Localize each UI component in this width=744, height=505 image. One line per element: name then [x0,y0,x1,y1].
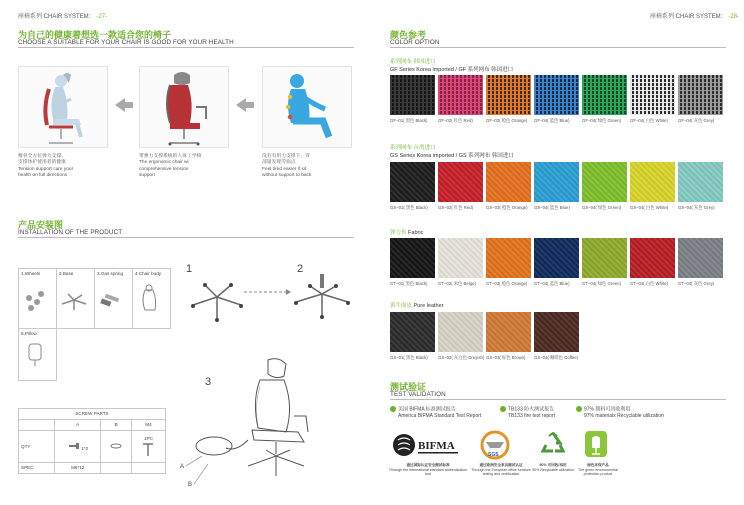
validation-bifma: 美国 BIFMA 标准测试报告 America BIFMA Standard Test Report [390,406,481,419]
color-swatch [390,75,435,115]
color-swatch [582,75,627,115]
color-swatch [390,238,435,278]
col-m4: M4 [131,420,165,431]
swatch-label: GT–03( 橙色 Orange) [486,281,528,286]
color-swatch [630,238,675,278]
swatch-label: GS–01( 黑色 Black) [390,355,428,360]
recycle-logo [540,430,566,458]
right-page-header: 座椅系列 CHAIR SYSTEM： -28- [650,14,740,20]
part-wheels: 1.Wheels [19,269,57,329]
swatch-label: GT–02( 米色 Beige) [438,281,476,286]
color-swatch [486,312,531,352]
color-title-cn: 颜色参考 [390,30,427,40]
color-swatch [630,162,675,202]
color-swatch [438,75,483,115]
validation-recyclable: 97% 制料可回收利用 97% materials Recyclable utilization [576,406,664,419]
step-3-chair-drawing [180,356,326,488]
swatch-label: GS–02( 灰白色 Greyish) [438,355,485,360]
right-page [372,0,744,505]
color-swatch [486,162,531,202]
validation-title-cn: 测试验证 [390,382,427,392]
step-1-number: 1 [186,263,193,275]
color-swatch [438,162,483,202]
swatch-label: GF–02( 红色 Red) [438,118,473,123]
check-icon [576,406,582,412]
qty-a: 1*2 [81,446,89,451]
caption-no-support: 没有有用力支撑下，背 部量发现劳损点 Feel tired easier if sit without support to back [262,154,312,179]
parts-table [18,268,171,381]
green-product-caption: 绿色环保产品 The green environmental protection product [578,463,618,476]
part-base: 2.Base [57,269,95,329]
swatch-label: GS–03( 棕色 Brown) [486,355,526,360]
color-swatch [534,238,579,278]
swatch-label: GF–04( 白色 White) [630,118,668,123]
divider [18,237,354,238]
spec-a: M6*12 [55,463,101,474]
swatch-label: GT–04( 灰色 Grey) [678,281,715,286]
left-page-header: 座椅系列 CHAIR SYSTEM： -27- [18,14,108,20]
color-swatch [582,238,627,278]
color-swatch [390,162,435,202]
color-swatch [486,238,531,278]
color-swatch [486,75,531,115]
color-swatch [678,162,723,202]
spec-label: SPEC [19,463,55,474]
part-gas-spring: 3.Gas spring [95,269,133,329]
divider [390,399,726,400]
swatch-label: GF–04( 绿色 Green) [582,118,621,123]
divider [18,47,354,48]
col-a: A [55,420,101,431]
color-title-en: COLOR OPTION [390,39,440,46]
arrow-left-icon [236,98,246,112]
color-swatch [438,312,483,352]
chair-good-support-image [18,66,108,148]
green-product-logo [584,430,608,458]
part-pillow: 5.Pillow [19,329,57,381]
color-swatch [438,238,483,278]
label-b: B [188,482,193,488]
step-1-base-drawing [186,277,248,327]
divider [390,47,726,48]
sgs-logo [478,430,512,460]
gf-title-en: GF Series Korea imported / GF 系列网布 韩国进口 [390,67,514,73]
color-swatch [630,75,675,115]
swatch-label: GS–04( 灰色 Grey) [678,205,715,210]
step-arrow [244,288,292,296]
intro-title-cn: 为自己的健康着想选一款适合您的椅子 [18,30,172,40]
chair-tension-image [139,66,229,148]
swatch-label: GF–03( 橙色 Orange) [486,118,528,123]
swatch-label: GF–04( 蓝色 Blue) [534,118,570,123]
validation-title-en: TEST VALIDATION [390,391,446,398]
check-icon [500,406,506,412]
bifma-logo [392,430,462,460]
swatch-label: GS–01( 黑色 Black) [390,205,428,210]
swatch-label: GF–04( 灰色 Grey) [678,118,715,123]
swatch-label: GS–04( 白色 White) [630,205,669,210]
step-2-base-drawing [290,272,356,326]
part-chair-body: 4.Chair body [133,269,171,329]
intro-title-en: CHOOSE A SUITABLE FOR YOUR CHAIR IS GOOD FOR YOUR HEALTH [18,39,234,46]
svg-text:SGS: SGS [488,452,499,458]
fabric-title: 弹力布 Fabric [390,230,424,236]
caption-tension: 带弹力支撑系统的人体工学椅 The ergonomic chair wi comprehensive tension support [139,154,202,179]
swatch-label: GS–04( 蓝色 Blue) [534,205,570,210]
check-icon [390,406,396,412]
swatch-label: GS–04( 绿色 Green) [582,205,622,210]
arrow-tail [246,102,254,108]
arrow-left-icon [115,98,125,112]
screw-title: SCREW PARTS [19,409,166,420]
color-swatch [582,162,627,202]
swatch-label: GS–04( 咖啡色 Coffee) [534,355,579,360]
step-2-number: 2 [297,263,304,275]
col-b: B [101,420,131,431]
bifma-caption: 通过国际认证安全测试标准 Through the international standard authentication test [388,463,468,476]
step-3-number: 3 [205,376,212,388]
label-a: A [180,464,185,470]
screw-parts-table [18,408,166,474]
qty-m4: 1PC [143,435,153,441]
swatch-label: GS–02( 红色 Red) [438,205,474,210]
swatch-label: GF–01( 黑色 Black) [390,118,428,123]
recycle-caption: 90% 可回收/再用 90% Recyclable utilization [532,463,574,472]
caption-good-support: 椎骨全方位弹力支撑。 支撑体护使用者的健康 Tension support care your health on full directions [18,154,74,179]
person-no-support-image [262,66,352,148]
color-swatch [534,162,579,202]
swatch-label: GT–04( 蓝色 Blue) [534,281,570,286]
swatch-label: GT–01( 黑色 Black) [390,281,428,286]
gs-title-en: GS Series Korea imported / GS 系列网布 韩国进口 [390,153,514,159]
gs-title-cn: 系列网布 台湾进口 [390,145,436,151]
color-swatch [534,312,579,352]
swatch-label: GT–04( 白色 White) [630,281,668,286]
qty-label: QTY [19,431,55,463]
svg-text:BIFMA: BIFMA [418,440,455,452]
arrow-tail [125,102,133,108]
sgs-caption: 通过欧洲安全家具测试认证 Through the European office furniture testing and certification [471,463,531,476]
validation-tb133: TB133 防火测试报告 TB133 fire test report [500,406,555,419]
install-title-cn: 产品安装图 [18,220,64,230]
color-swatch [534,75,579,115]
color-swatch [678,75,723,115]
swatch-label: GS–03( 橙色 Orange) [486,205,528,210]
gf-title-cn: 系列网布 韩国进口 [390,59,436,65]
install-title-en: INSTALLATION OF THE PRODUCT [18,229,123,236]
color-swatch [390,312,435,352]
swatch-label: GT–04( 绿色 Green) [582,281,621,286]
leather-title: 黄牛面皮 Pure leather [390,303,444,309]
color-swatch [678,238,723,278]
